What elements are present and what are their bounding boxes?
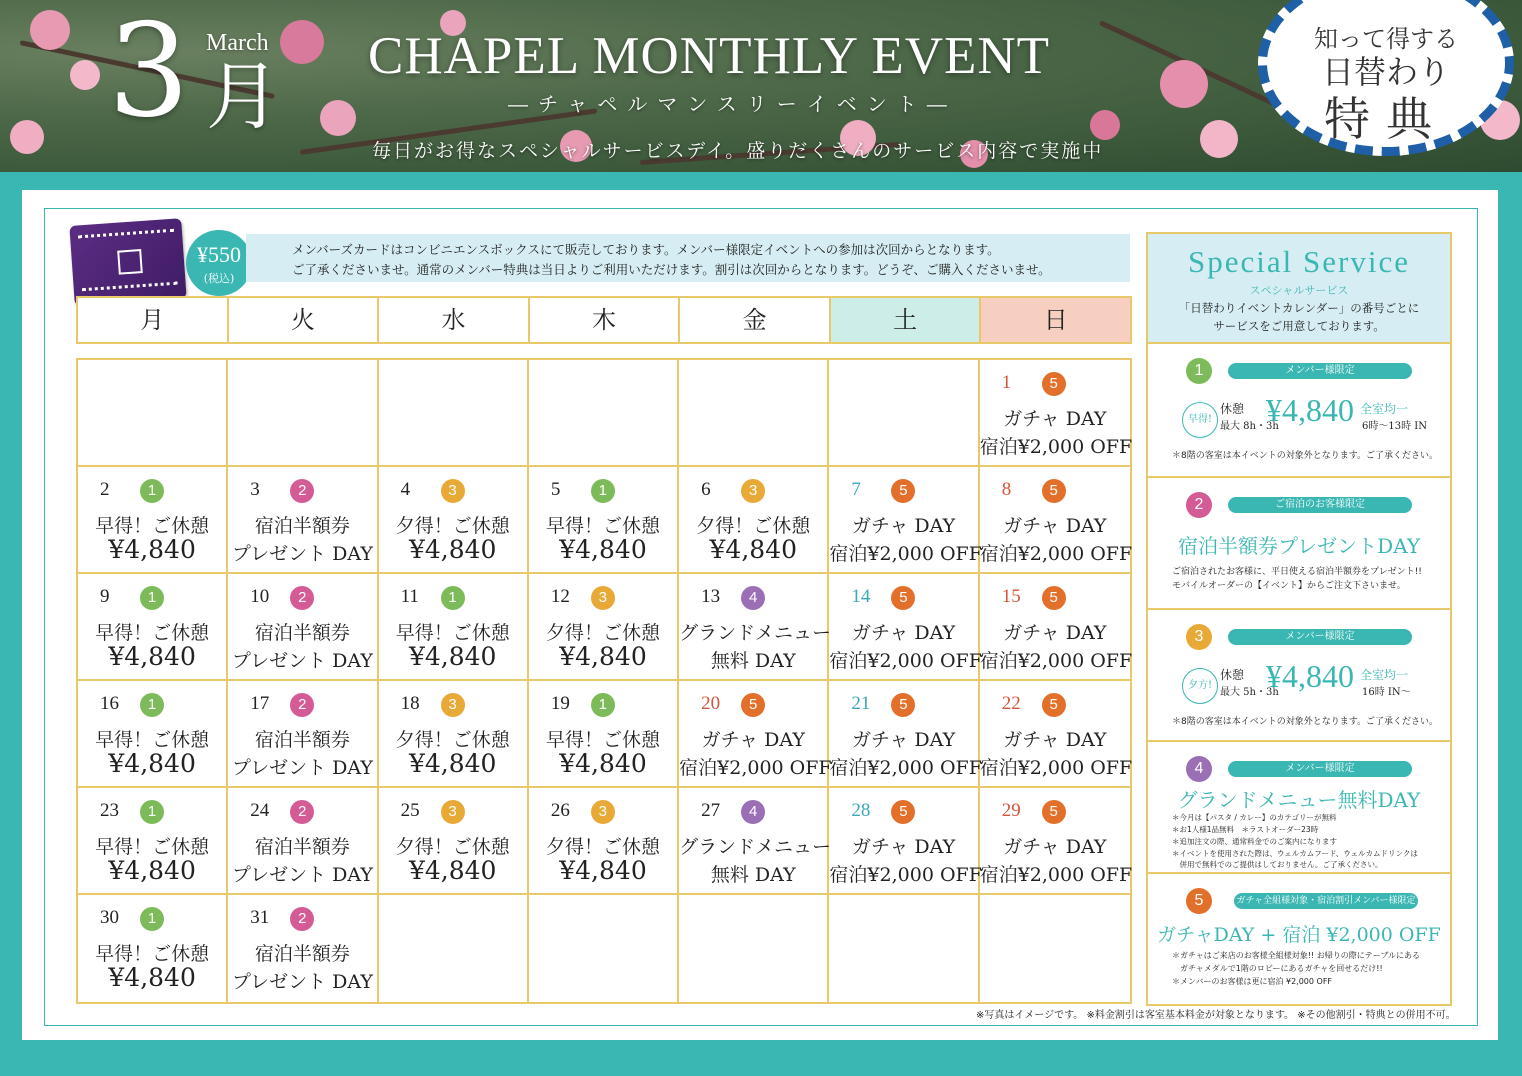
rest-hours: 最大 5h・3h — [1220, 687, 1279, 698]
event-number-badge: 2 — [290, 907, 314, 931]
service-price: ¥4,840 — [1266, 392, 1354, 428]
day-number: 16 — [100, 693, 119, 714]
calendar-day-cell — [228, 467, 378, 574]
day-number: 30 — [100, 907, 119, 928]
calendar-day-cell — [829, 574, 982, 681]
event-number-badge: 2 — [290, 800, 314, 824]
service-section-1 — [1148, 342, 1450, 476]
calendar-day-cell — [228, 574, 378, 681]
event-line-1: ガチャ DAY — [851, 729, 956, 751]
calendar-day-cell — [979, 574, 1133, 681]
day-number: 9 — [100, 586, 110, 607]
event-number-badge: 1 — [140, 907, 164, 931]
service-note: ＊8階の客室は本イベントの対象外となります。ご了承ください。 — [1172, 451, 1439, 461]
event-line-2: ¥4,840 — [408, 856, 497, 885]
event-line-1: ガチャ DAY — [1003, 836, 1107, 858]
event-number-badge: 5 — [891, 586, 915, 610]
calendar-day-cell — [529, 788, 679, 895]
service-pill: メンバー様限定 — [1228, 363, 1412, 379]
calendar-day-cell — [379, 574, 529, 681]
calendar-day-cell — [829, 681, 982, 788]
event-line-2: ¥4,840 — [108, 535, 196, 564]
service-time: 16時 IN〜 — [1362, 687, 1411, 698]
header-banner — [0, 0, 1522, 172]
event-line-1: グランドメニュー — [679, 622, 831, 644]
day-number: 23 — [100, 800, 119, 821]
calendar-day-cell — [78, 574, 228, 681]
event-line-2: ¥4,840 — [709, 535, 798, 564]
event-line-1: 宿泊半額券 — [254, 515, 350, 537]
calendar-day-cell — [529, 895, 679, 1002]
day-number: 24 — [250, 800, 270, 821]
calendar-day-cell — [379, 788, 529, 895]
calendar-day-cell — [829, 467, 982, 574]
service-number: 5 — [1186, 888, 1212, 914]
day-number: 7 — [851, 479, 861, 500]
calendar-day-cell — [379, 360, 529, 467]
card-logo-icon — [117, 249, 143, 275]
calendar-day-cell — [829, 788, 982, 895]
event-number-badge: 3 — [741, 479, 765, 503]
day-number: 12 — [550, 586, 570, 607]
weekday-mon: 月 — [76, 296, 229, 344]
service-price: ¥4,840 — [1266, 658, 1354, 694]
day-number: 4 — [400, 479, 411, 500]
event-line-2: プレゼント DAY — [231, 543, 373, 565]
service-number: 2 — [1186, 492, 1212, 518]
day-number: 18 — [400, 693, 420, 714]
calendar-grid — [76, 358, 1132, 1004]
calendar-day-cell — [980, 895, 1130, 1002]
service-note-3: ＊追加注文の際、通常料金でのご案内になります — [1172, 837, 1337, 846]
day-number: 10 — [250, 586, 270, 607]
event-number-badge: 5 — [1042, 800, 1066, 824]
service-pill: メンバー様限定 — [1228, 629, 1412, 645]
event-line-2: ¥4,840 — [559, 856, 647, 885]
event-line-2: 宿泊¥2,000 OFF — [979, 543, 1133, 565]
service-note-1: ＊ガチャはご来店のお客様全組様対象!! お帰りの際にテーブルにある — [1172, 951, 1420, 960]
footer-note: ※写真はイメージです。 ※料金割引は客室基本料金が対象となります。 ※その他割引・特典との併用不可。 — [976, 1010, 1456, 1021]
calendar-day-cell — [78, 360, 228, 467]
calendar-day-cell — [228, 681, 378, 788]
event-number-badge: 1 — [140, 693, 164, 717]
day-number: 2 — [100, 479, 110, 500]
event-line-1: 早得！ご休憩 — [545, 729, 660, 751]
info-line-2: ご了承くださいませ。通常のメンバー特典は当日よりご利用いただけます。割引は次回からとなります。どうぞ、ご購入くださいませ。 — [292, 262, 1051, 277]
calendar-day-cell — [979, 788, 1133, 895]
event-number-badge: 5 — [891, 693, 915, 717]
day-number: 3 — [250, 479, 260, 500]
badge-line-2: 日替わり — [1321, 53, 1450, 91]
badge-line-1: 知って得する — [1314, 25, 1458, 53]
event-number-badge: 3 — [591, 800, 615, 824]
event-number-badge: 5 — [1042, 372, 1066, 396]
service-note-3: ＊メンバーのお客様は更に宿泊 ¥2,000 OFF — [1172, 977, 1333, 986]
calendar-day-cell — [679, 360, 829, 467]
event-line-2: ¥4,840 — [559, 642, 647, 671]
page-title: CHAPEL MONTHLY EVENT — [368, 27, 1051, 85]
event-line-2: 宿泊¥2,000 OFF — [679, 757, 832, 779]
service-heading: グランドメニュー無料DAY — [1177, 788, 1421, 812]
calendar-day-cell — [829, 360, 979, 467]
weekday-fri: 金 — [678, 296, 831, 344]
event-number-badge: 1 — [591, 479, 615, 503]
day-number: 13 — [701, 586, 721, 607]
day-number: 6 — [701, 479, 711, 500]
event-line-2: ¥4,840 — [108, 856, 196, 885]
event-line-1: 夕得！ご休憩 — [545, 836, 660, 858]
event-number-badge: 5 — [741, 693, 765, 717]
rest-label: 休憩 — [1220, 668, 1245, 682]
event-line-2: プレゼント DAY — [231, 864, 373, 886]
service-heading: 宿泊半額券プレゼントDAY — [1177, 534, 1421, 558]
event-line-2: ¥4,840 — [408, 749, 497, 778]
calendar-day-cell — [829, 895, 979, 1002]
service-pill: ガチャ全組様対象・宿泊割引メンバー様限定 — [1234, 893, 1418, 909]
day-number: 11 — [400, 586, 419, 607]
calendar-day-cell — [78, 788, 228, 895]
members-card-image — [69, 218, 186, 306]
weekday-thu: 木 — [528, 296, 681, 344]
event-line-1: ガチャ DAY — [1003, 515, 1107, 537]
event-number-badge: 4 — [741, 800, 765, 824]
event-line-1: ガチャ DAY — [1003, 408, 1107, 430]
event-line-1: 宿泊半額券 — [254, 943, 350, 965]
month-number: 3 — [108, 0, 190, 146]
event-line-2: ¥4,840 — [108, 642, 196, 671]
event-number-badge: 5 — [1042, 479, 1066, 503]
calendar-day-cell — [379, 681, 529, 788]
event-line-2: ¥4,840 — [559, 749, 647, 778]
day-number: 21 — [851, 693, 871, 714]
event-line-1: ガチャ DAY — [851, 622, 956, 644]
event-line-1: 早得！ご休憩 — [545, 515, 660, 537]
event-line-2: 宿泊¥2,000 OFF — [979, 436, 1133, 458]
event-number-badge: 3 — [441, 800, 465, 824]
badge-line-3: 特典 — [1324, 92, 1448, 146]
service-heading: ガチャDAY + 宿泊 ¥2,000 OFF — [1157, 924, 1441, 946]
weekday-tue: 火 — [227, 296, 380, 344]
uniform-label: 全室均一 — [1360, 402, 1409, 416]
calendar-day-cell — [379, 895, 529, 1002]
calendar-day-cell — [679, 574, 829, 681]
calendar-day-cell — [78, 467, 228, 574]
service-time: 6時〜13時 IN — [1362, 421, 1427, 432]
event-line-1: ガチャ DAY — [1003, 622, 1107, 644]
calendar-day-cell — [679, 788, 829, 895]
page-subtitle: ―チャペルマンスリーイベント― — [508, 92, 957, 116]
event-line-1: 宿泊半額券 — [254, 729, 350, 751]
service-note-4: ＊イベントを使用された際は、ウェルカムフード、ウェルカムドリンクは — [1172, 849, 1418, 858]
event-line-2: 無料 DAY — [710, 650, 796, 672]
rest-hours: 最大 8h・3h — [1220, 421, 1279, 432]
calendar-day-cell — [228, 895, 378, 1002]
event-line-2: ¥4,840 — [408, 535, 497, 564]
event-number-badge: 3 — [441, 479, 465, 503]
calendar-day-cell — [379, 467, 529, 574]
event-number-badge: 1 — [140, 479, 164, 503]
event-line-1: ガチャ DAY — [851, 515, 956, 537]
card-price: ¥550 — [197, 242, 241, 267]
event-line-1: 夕得！ご休憩 — [696, 515, 811, 537]
event-line-1: 夕得！ご休憩 — [395, 836, 510, 858]
calendar-day-cell — [529, 467, 679, 574]
event-line-2: 宿泊¥2,000 OFF — [979, 650, 1133, 672]
members-info-bar — [246, 234, 1130, 282]
event-line-2: 宿泊¥2,000 OFF — [829, 543, 982, 565]
event-number-badge: 5 — [891, 479, 915, 503]
day-number: 26 — [550, 800, 570, 821]
event-line-1: 宿泊半額券 — [254, 622, 350, 644]
event-line-1: 夕得！ご休憩 — [395, 515, 510, 537]
event-number-badge: 5 — [891, 800, 915, 824]
event-line-1: 早得！ご休憩 — [95, 622, 210, 644]
event-line-2: ¥4,840 — [108, 749, 196, 778]
service-number: 3 — [1186, 624, 1212, 650]
calendar-day-cell — [228, 788, 378, 895]
event-line-2: ¥4,840 — [108, 963, 196, 992]
day-number: 29 — [1001, 800, 1021, 821]
calendar-day-cell — [979, 681, 1133, 788]
event-number-badge: 1 — [140, 800, 164, 824]
event-line-2: 宿泊¥2,000 OFF — [829, 757, 982, 779]
event-line-2: 無料 DAY — [710, 864, 796, 886]
event-number-badge: 4 — [741, 586, 765, 610]
service-section-4 — [1148, 740, 1450, 872]
service-number: 1 — [1186, 358, 1212, 384]
event-line-2: 宿泊¥2,000 OFF — [979, 757, 1133, 779]
rest-label: 休憩 — [1220, 402, 1245, 416]
day-number: 8 — [1001, 479, 1012, 500]
calendar-day-cell — [679, 681, 832, 788]
event-line-2: プレゼント DAY — [231, 971, 373, 993]
day-number: 20 — [701, 693, 721, 714]
card-price-badge — [186, 230, 252, 296]
service-section-2 — [1148, 476, 1450, 608]
service-note: ＊8階の客室は本イベントの対象外となります。ご了承ください。 — [1172, 717, 1439, 727]
calendar-day-cell — [529, 360, 679, 467]
event-number-badge: 3 — [591, 586, 615, 610]
weekday-sun: 日 — [979, 296, 1132, 344]
service-note-2: ＊お1人様1品無料 ＊ラストオーダー23時 — [1172, 825, 1319, 834]
calendar-day-cell — [679, 895, 829, 1002]
event-line-1: 宿泊半額券 — [254, 836, 350, 858]
service-section-5 — [1148, 872, 1450, 1004]
event-line-2: 宿泊¥2,000 OFF — [979, 864, 1133, 886]
event-line-1: 夕得！ご休憩 — [545, 622, 660, 644]
calendar-day-cell — [78, 895, 228, 1002]
event-line-1: 早得！ご休憩 — [95, 515, 210, 537]
service-section-3 — [1148, 608, 1450, 740]
calendar-day-cell — [529, 574, 679, 681]
event-line-1: 夕得！ご休憩 — [395, 729, 510, 751]
day-number: 15 — [1001, 586, 1021, 607]
day-number: 27 — [701, 800, 721, 821]
month-english: March — [206, 30, 269, 56]
month-kanji: 月 — [206, 54, 280, 140]
day-number: 5 — [550, 479, 561, 500]
special-service-subtitle: スペシャルサービス — [1249, 284, 1349, 297]
event-number-badge: 1 — [591, 693, 615, 717]
card-price-tax: (税込) — [203, 272, 235, 285]
event-line-2: 宿泊¥2,000 OFF — [829, 650, 982, 672]
event-line-1: ガチャ DAY — [1003, 729, 1107, 751]
event-line-2: プレゼント DAY — [231, 650, 373, 672]
weekday-header — [76, 296, 1132, 344]
weekday-wed: 水 — [377, 296, 530, 344]
event-number-badge: 3 — [441, 693, 465, 717]
special-service-header — [1148, 234, 1450, 342]
special-service-desc-2: サービスをご用意しております。 — [1213, 319, 1385, 333]
event-number-badge: 5 — [1042, 586, 1066, 610]
day-number: 28 — [851, 800, 871, 821]
event-line-2: ¥4,840 — [559, 535, 647, 564]
day-number: 22 — [1001, 693, 1021, 714]
service-note-1: ＊今月は【パスタ / カレー】のカテゴリーが無料 — [1172, 813, 1337, 822]
day-number: 25 — [400, 800, 420, 821]
day-number: 19 — [550, 693, 570, 714]
event-line-1: 早得！ご休憩 — [95, 836, 210, 858]
event-line-1: ガチャ DAY — [851, 836, 956, 858]
service-pill: メンバー様限定 — [1228, 761, 1412, 777]
info-line-1: メンバーズカードはコンビニエンスボックスにて販売しております。メンバー様限定イベントへの参加は次回からとなります。 — [292, 242, 1000, 257]
service-number: 4 — [1186, 756, 1212, 782]
page-tagline: 毎日がお得なスペシャルサービスデイ。盛りだくさんのサービス内容で実施中 — [372, 140, 1104, 162]
day-number: 1 — [1001, 372, 1012, 393]
calendar-day-cell — [529, 681, 679, 788]
special-service-title: Special Service — [1188, 244, 1410, 279]
calendar-day-cell — [679, 467, 829, 574]
day-number: 17 — [250, 693, 270, 714]
event-number-badge: 1 — [441, 586, 465, 610]
event-number-badge: 1 — [140, 586, 164, 610]
service-note-2: ガチャメダルで1階のロビーにあるガチャを回せるだけ!! — [1172, 964, 1383, 973]
event-line-1: 早得！ご休憩 — [95, 729, 210, 751]
event-line-1: 早得！ご休憩 — [395, 622, 510, 644]
calendar-day-cell — [78, 681, 228, 788]
day-number: 31 — [250, 907, 270, 928]
event-number-badge: 2 — [290, 479, 314, 503]
service-note-2: モバイルオーダーの【イベント】からご注文下さいませ。 — [1172, 581, 1406, 591]
early-stamp: 早得! — [1182, 402, 1218, 438]
event-line-1: ガチャ DAY — [701, 729, 805, 751]
calendar-day-cell — [979, 467, 1133, 574]
calendar-day-cell — [979, 360, 1133, 467]
event-line-1: グランドメニュー — [679, 836, 831, 858]
calendar-day-cell — [228, 360, 378, 467]
event-line-2: ¥4,840 — [408, 642, 497, 671]
service-note-1: ご宿泊されたお客様に、平日使える宿泊半額券をプレゼント!! — [1172, 567, 1422, 577]
evening-stamp: 夕方! — [1182, 668, 1218, 704]
daily-benefit-badge — [1258, 0, 1514, 156]
event-number-badge: 2 — [290, 586, 314, 610]
service-note-5: 併用で無料でのご提供はしておりません。ご了承ください。 — [1172, 860, 1383, 869]
event-number-badge: 2 — [290, 693, 314, 717]
event-line-2: プレゼント DAY — [231, 757, 373, 779]
uniform-label: 全室均一 — [1360, 668, 1409, 682]
event-number-badge: 5 — [1042, 693, 1066, 717]
weekday-sat: 土 — [829, 296, 982, 344]
service-pill: ご宿泊のお客様限定 — [1228, 497, 1412, 513]
special-service-desc-1: 「日替わりイベントカレンダー」の番号ごとに — [1178, 301, 1420, 315]
event-line-1: 早得！ご休憩 — [95, 943, 210, 965]
day-number: 14 — [851, 586, 871, 607]
event-line-2: 宿泊¥2,000 OFF — [829, 864, 982, 886]
